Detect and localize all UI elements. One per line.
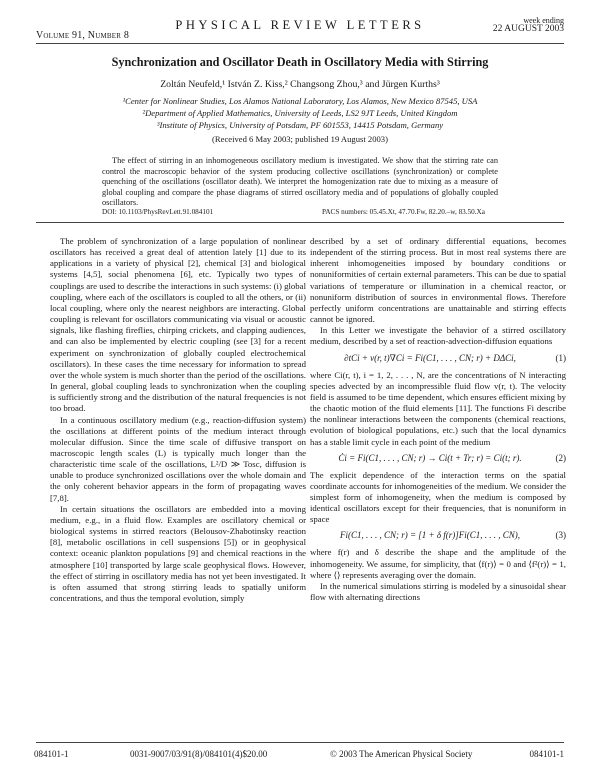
header-rule bbox=[36, 43, 564, 44]
equation-2 bbox=[310, 448, 566, 470]
equation-number: (3) bbox=[555, 530, 566, 541]
equation-expression: ∂tCi + v(r, t)∇Ci = Fi(C1, . . . , CN; r) + DΔCi, bbox=[344, 352, 516, 363]
paragraph: In this Letter we investigate the behavior of a stirred oscillatory medium, described by a set of reaction-advection-diffusion equations bbox=[310, 325, 566, 347]
publication-code: 0031-9007/03/91(8)/084101(4)$20.00 bbox=[130, 749, 268, 759]
affiliation-3: ³Institute of Physics, University of Potsdam, PF 601553, 14415 Potsdam, Germany bbox=[156, 120, 444, 130]
doi: DOI: 10.1103/PhysRevLett.91.084101 bbox=[102, 208, 214, 216]
copyright: © 2003 The American Physical Society bbox=[330, 749, 473, 759]
paragraph: In the numerical simulations stirring is modeled by a sinusoidal shear flow with alternating directions bbox=[310, 580, 566, 603]
issue-date bbox=[493, 16, 564, 34]
page-number-right: 084101-1 bbox=[529, 749, 564, 759]
equation-expression: Ċi = Fi(C1, . . . , CN; r) → Ci(t + Tr; r) = Ci(t; r). bbox=[338, 452, 522, 463]
paragraph: The explicit dependence of the interaction terms on the spatial coordinate accounts for inhomogeneities of the medium. We consider the simplest form of inhomogeneity, when the medium is composed by identical oscillators except for their frequencies, that is nonuniform in space bbox=[310, 469, 566, 525]
paragraph: In a continuous oscillatory medium (e.g., reaction-diffusion system) the oscillations at different points of the medium interact through molecular diffusion. Since the time scale of diffusive transport on macroscopic length scales (L) is typically much longer than the characteristic time scale of the oscillations, L²/D ≫ Tosc, diffusion is unable to produce synchronized oscillations over the whole domain and the only coherent behavior appears in the form of propagating waves [7,8]. bbox=[50, 414, 306, 503]
right-column bbox=[310, 236, 566, 603]
date-label: 22 AUGUST 2003 bbox=[492, 24, 564, 34]
equation-3 bbox=[310, 525, 566, 547]
paragraph: described by a set of ordinary differential equations, becomes independent of the stirring process. But in most real systems there are inherent inhomogeneities imposed by boundary conditions or nonuniformities of certain external parameters. This can be due to spatial variations of temperature or illumination in a chemical reactor, or nonuniform distribution of sources in environmental flows. Therefore perfectly uniform concentrations are unattainable and stirring effects cannot be ignored. bbox=[310, 236, 566, 325]
paragraph: where Ci(r, t), i = 1, 2, . . . , N, are the concentrations of N interacting species advected by an incompressible fluid flow v(r, t). The velocity field is assumed to be time dependent, which ensures efficient mixing by the chaotic motion of the fluid elements [11]. The functions Fi describe the nonlinear interactions between the components (chemical reactions, evolution of biological populations, etc.) such that the local dynamics has a stable limit cycle in each point of the medium bbox=[310, 369, 566, 447]
pacs-numbers: PACS numbers: 05.45.Xt, 47.70.Fw, 82.20.–w, 83.50.Xa bbox=[322, 208, 485, 216]
paragraph: In certain situations the oscillators are embedded into a moving medium, e.g., in a fluid flow. Examples are oscillatory chemical or biological systems in stirred reactors (Belousov-Zhabotinsky reaction [8], metabolic oscillations in cell suspensions [5]) or in geophysical context: oceanic plankton populations [9] and chemical reactions in the atmosphere [10] transported by large scale geophysical flows. However, the effect of stirring in oscillatory media has not yet been investigated. It is often assumed that strong stirring leads to spatially uniform concentrations, and thus the temporal evolution, simply bbox=[50, 503, 306, 603]
received-dates: (Received 6 May 2003; published 19 August 2003) bbox=[212, 134, 388, 144]
paragraph: where f(r) and δ describe the shape and the amplitude of the inhomogeneity. We assume, for simplicity, that ⟨f(r)⟩ = 0 and ⟨f²(r)⟩ = 1, where ⟨⟩ represents averaging over the domain. bbox=[310, 547, 566, 580]
journal-name: PHYSICAL REVIEW LETTERS bbox=[175, 18, 425, 32]
paragraph: The problem of synchronization of a large population of nonlinear oscillators has received a great deal of attention lately [1] due to its applications in a variety of physical [2], chemical [3] and biological systems [4,5], social phenomena [6], etc. Typically two types of couplings are used to describe the interactions in such systems: (i) global coupling, where each of the oscillators is coupled to all the others, or (ii) local coupling, where only the nearest neighbors are interacting. Global coupling is relevant for oscillators communicating via visual or acoustic signals, like flashing fireflies, chirping crickets, and clapping audiences, and can also be implemented by electric coupling (see [3] for a recent experiment on synchronization of globally coupled electrochemical oscillators). In these cases the time necessary for information to spread over the whole system is much shorter than the period of the oscillations. In general, global coupling leads to synchronization when the coupling is sufficiently strong and the distribution of the natural frequencies is not too broad. bbox=[50, 236, 306, 414]
equation-expression: Fi(C1, . . . , CN; r) = [1 + δ f(r)]Fi(C1, . . . , CN), bbox=[339, 530, 521, 541]
abstract: The effect of stirring in an inhomogeneous oscillatory medium is investigated. We show that the stirring rate can control the macroscopic behavior of the system producing collective oscillations (synchronization) or complete quenching of the oscillations (oscillator death). We interpret the homogenization rate due to mixing as a measure of global coupling and compare the phase diagrams of stirred oscillatory media and of populations of globally coupled oscillators. bbox=[102, 156, 498, 208]
author-list: Zoltán Neufeld,¹ István Z. Kiss,² Changsong Zhou,³ and Jürgen Kurths³ bbox=[160, 79, 440, 90]
affiliation-2: ²Department of Applied Mathematics, University of Leeds, LS2 9JT Leeds, United Kingdom bbox=[142, 108, 458, 118]
footer-rule bbox=[36, 742, 564, 743]
equation-number: (2) bbox=[555, 452, 566, 463]
week-label: week ending bbox=[523, 16, 564, 25]
left-column bbox=[50, 236, 306, 604]
paper-title: Synchronization and Oscillator Death in Oscillatory Media with Stirring bbox=[111, 55, 489, 69]
page-number-left: 084101-1 bbox=[34, 749, 69, 759]
volume-label: Volume 91, Number 8 bbox=[36, 30, 130, 41]
equation-number: (1) bbox=[555, 352, 566, 363]
equation-1 bbox=[310, 348, 566, 370]
affiliation-1: ¹Center for Nonlinear Studies, Los Alamos National Laboratory, Los Alamos, New Mexico 87545, USA bbox=[122, 96, 478, 106]
abstract-rule bbox=[36, 222, 564, 223]
